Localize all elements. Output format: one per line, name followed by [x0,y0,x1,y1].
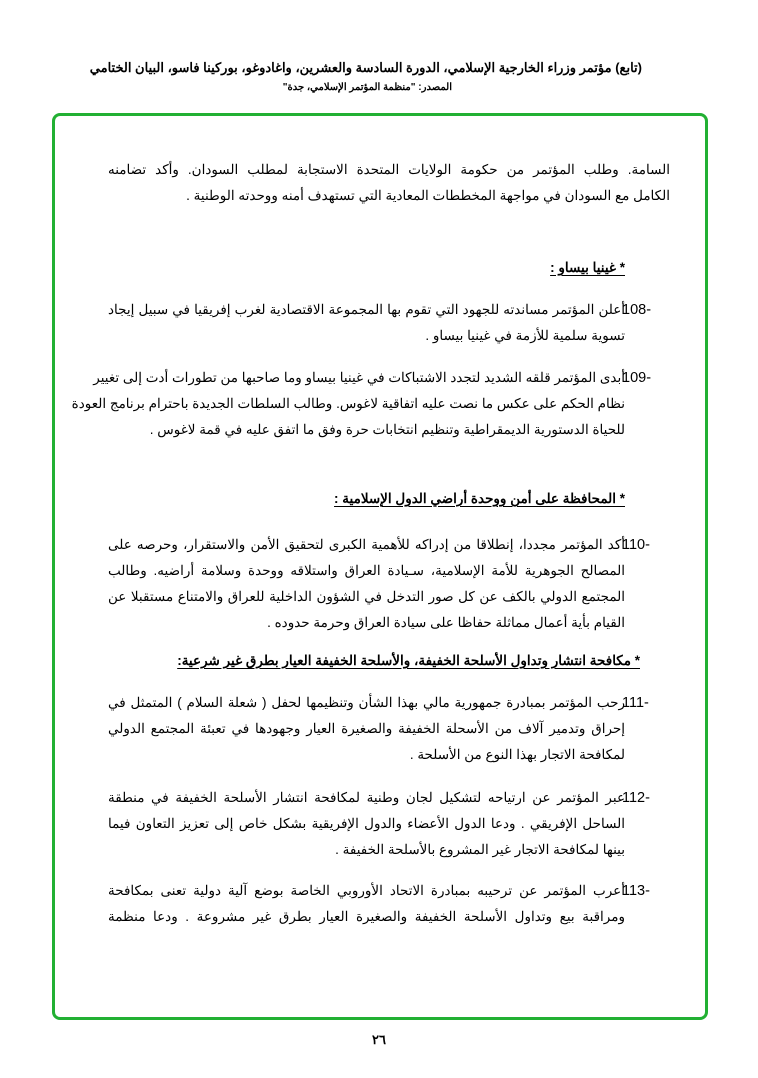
text-line: للحياة الدستورية الديمقراطية وتنظيم انتخابات حرة وفق ما اتفق عليه في قمة لاغوس . [149,422,625,437]
text-line: أعلن المؤتمر مساندته للجهود التي تقوم بها المجموعة الاقتصادية لغرب إفريقيا في سبيل إيجاد [108,302,625,317]
item-113 [108,878,625,930]
item-108 [108,297,625,349]
text-line: تسوية سلمية للأزمة في غينيا بيساو . [425,328,625,343]
text-line: المصالح الجوهرية للأمة الإسلامية، سـيادة العراق واستلاقه ووحدة وسلامة أراضيه. وطالب [108,563,625,578]
item-number: 113- [622,883,650,899]
text-line: المجتمع الدولي بالكف عن كل صور التدخل في الشؤون الداخلية للعراق والامتناع مستقبلا عن [108,589,625,604]
section-heading [334,491,625,507]
document-source: المصدر: "منظمة المؤتمر الإسلامي، جدة" [282,82,452,93]
item-number: 112- [622,790,650,806]
section-heading [177,653,640,669]
heading-text: * مكافحة انتشار وتداول الأسلحة الخفيفة، والأسلحة الخفيفة العيار بطرق غير شرعية: [177,653,640,668]
text-line: ومراقبة بيع وتداول الأسلحة الخفيفة والصغيرة العيار بطرق غير مشروعة . ودعا منظمة [108,909,625,924]
text-line: عبر المؤتمر عن ارتياحه لتشكيل لجان وطنية لمكافحة انتشار الأسلحة الخفيفة في منطقة [108,790,625,805]
heading-text: * المحافظة على أمن ووحدة أراضي الدول الإسلامية : [334,491,625,506]
heading-text: * غينيا بيساو : [550,260,625,275]
text-line: أبدى المؤتمر قلقه الشديد لتجدد الاشتباكات في غينيا بيساو وما صاحبها من تطورات أدت إلى تغيير [93,370,625,385]
text-line: الكامل مع السودان في مواجهة المخططات المعادية التي تستهدف أمنه ووحدته الوطنية . [186,188,670,203]
text-line: لمكافحة الاتجار بهذا النوع من الأسلحة . [409,747,625,762]
document-title: (تابع) مؤتمر وزراء الخارجية الإسلامي، الدورة السادسة والعشرين، واغادوغو، بوركينا فاسو، البيان الختامي [89,60,642,75]
text-line: القيام بأية أعمال مماثلة حفاظا على سيادة العراق وحرمة حدوده . [267,615,625,630]
item-110 [108,532,625,636]
item-number: 111- [622,695,649,711]
page-number: ٢٦ [372,1032,386,1047]
item-111 [108,690,625,768]
text-line: بينها لمكافحة الاتجار غير المشروع بالأسلحة الخفيفة . [335,842,625,857]
text-line: الساحل الإفريقي . ودعا الدول الأعضاء والدول الإفريقية بشكل خاص إلى تعزيز التعاون فيما [108,816,625,831]
text-line: نظام الحكم على عكس ما نصت عليه اتفاقية لاغوس. وطالب السلطات الجديدة باحترام برنامج العودة [71,396,625,411]
item-112 [108,785,625,863]
item-number: 109- [622,370,652,386]
item-109 [71,365,625,443]
item-number: 108- [622,302,652,318]
text-line: السامة. وطلب المؤتمر من حكومة الولايات المتحدة الاستجابة لمطلب السودان. وأكد تضامنه [108,162,670,177]
text-line: أعرب المؤتمر عن ترحيبه بمبادرة الاتحاد الأوروبي الخاصة بوضع آلية دولية تعنى بمكافحة [108,883,625,898]
text-line: رحب المؤتمر بمبادرة جمهورية مالي بهذا الشأن وتنظيمها لحفل ( شعلة السلام ) المتمثل في [108,695,625,710]
text-line: إحراق وتدمير آلاف من الأسحلة الخفيفة والصغيرة العيار وجهودها في تعبئة المجتمع الدولي [108,721,625,736]
text-line: أكد المؤتمر مجددا، إنطلاقا من إدراكه للأهمية الكبرى لتحقيق الأمن والاستقرار، وحرصه على [108,537,625,552]
section-heading [550,260,625,276]
item-number: 110- [622,537,650,553]
intro-paragraph [108,157,670,209]
